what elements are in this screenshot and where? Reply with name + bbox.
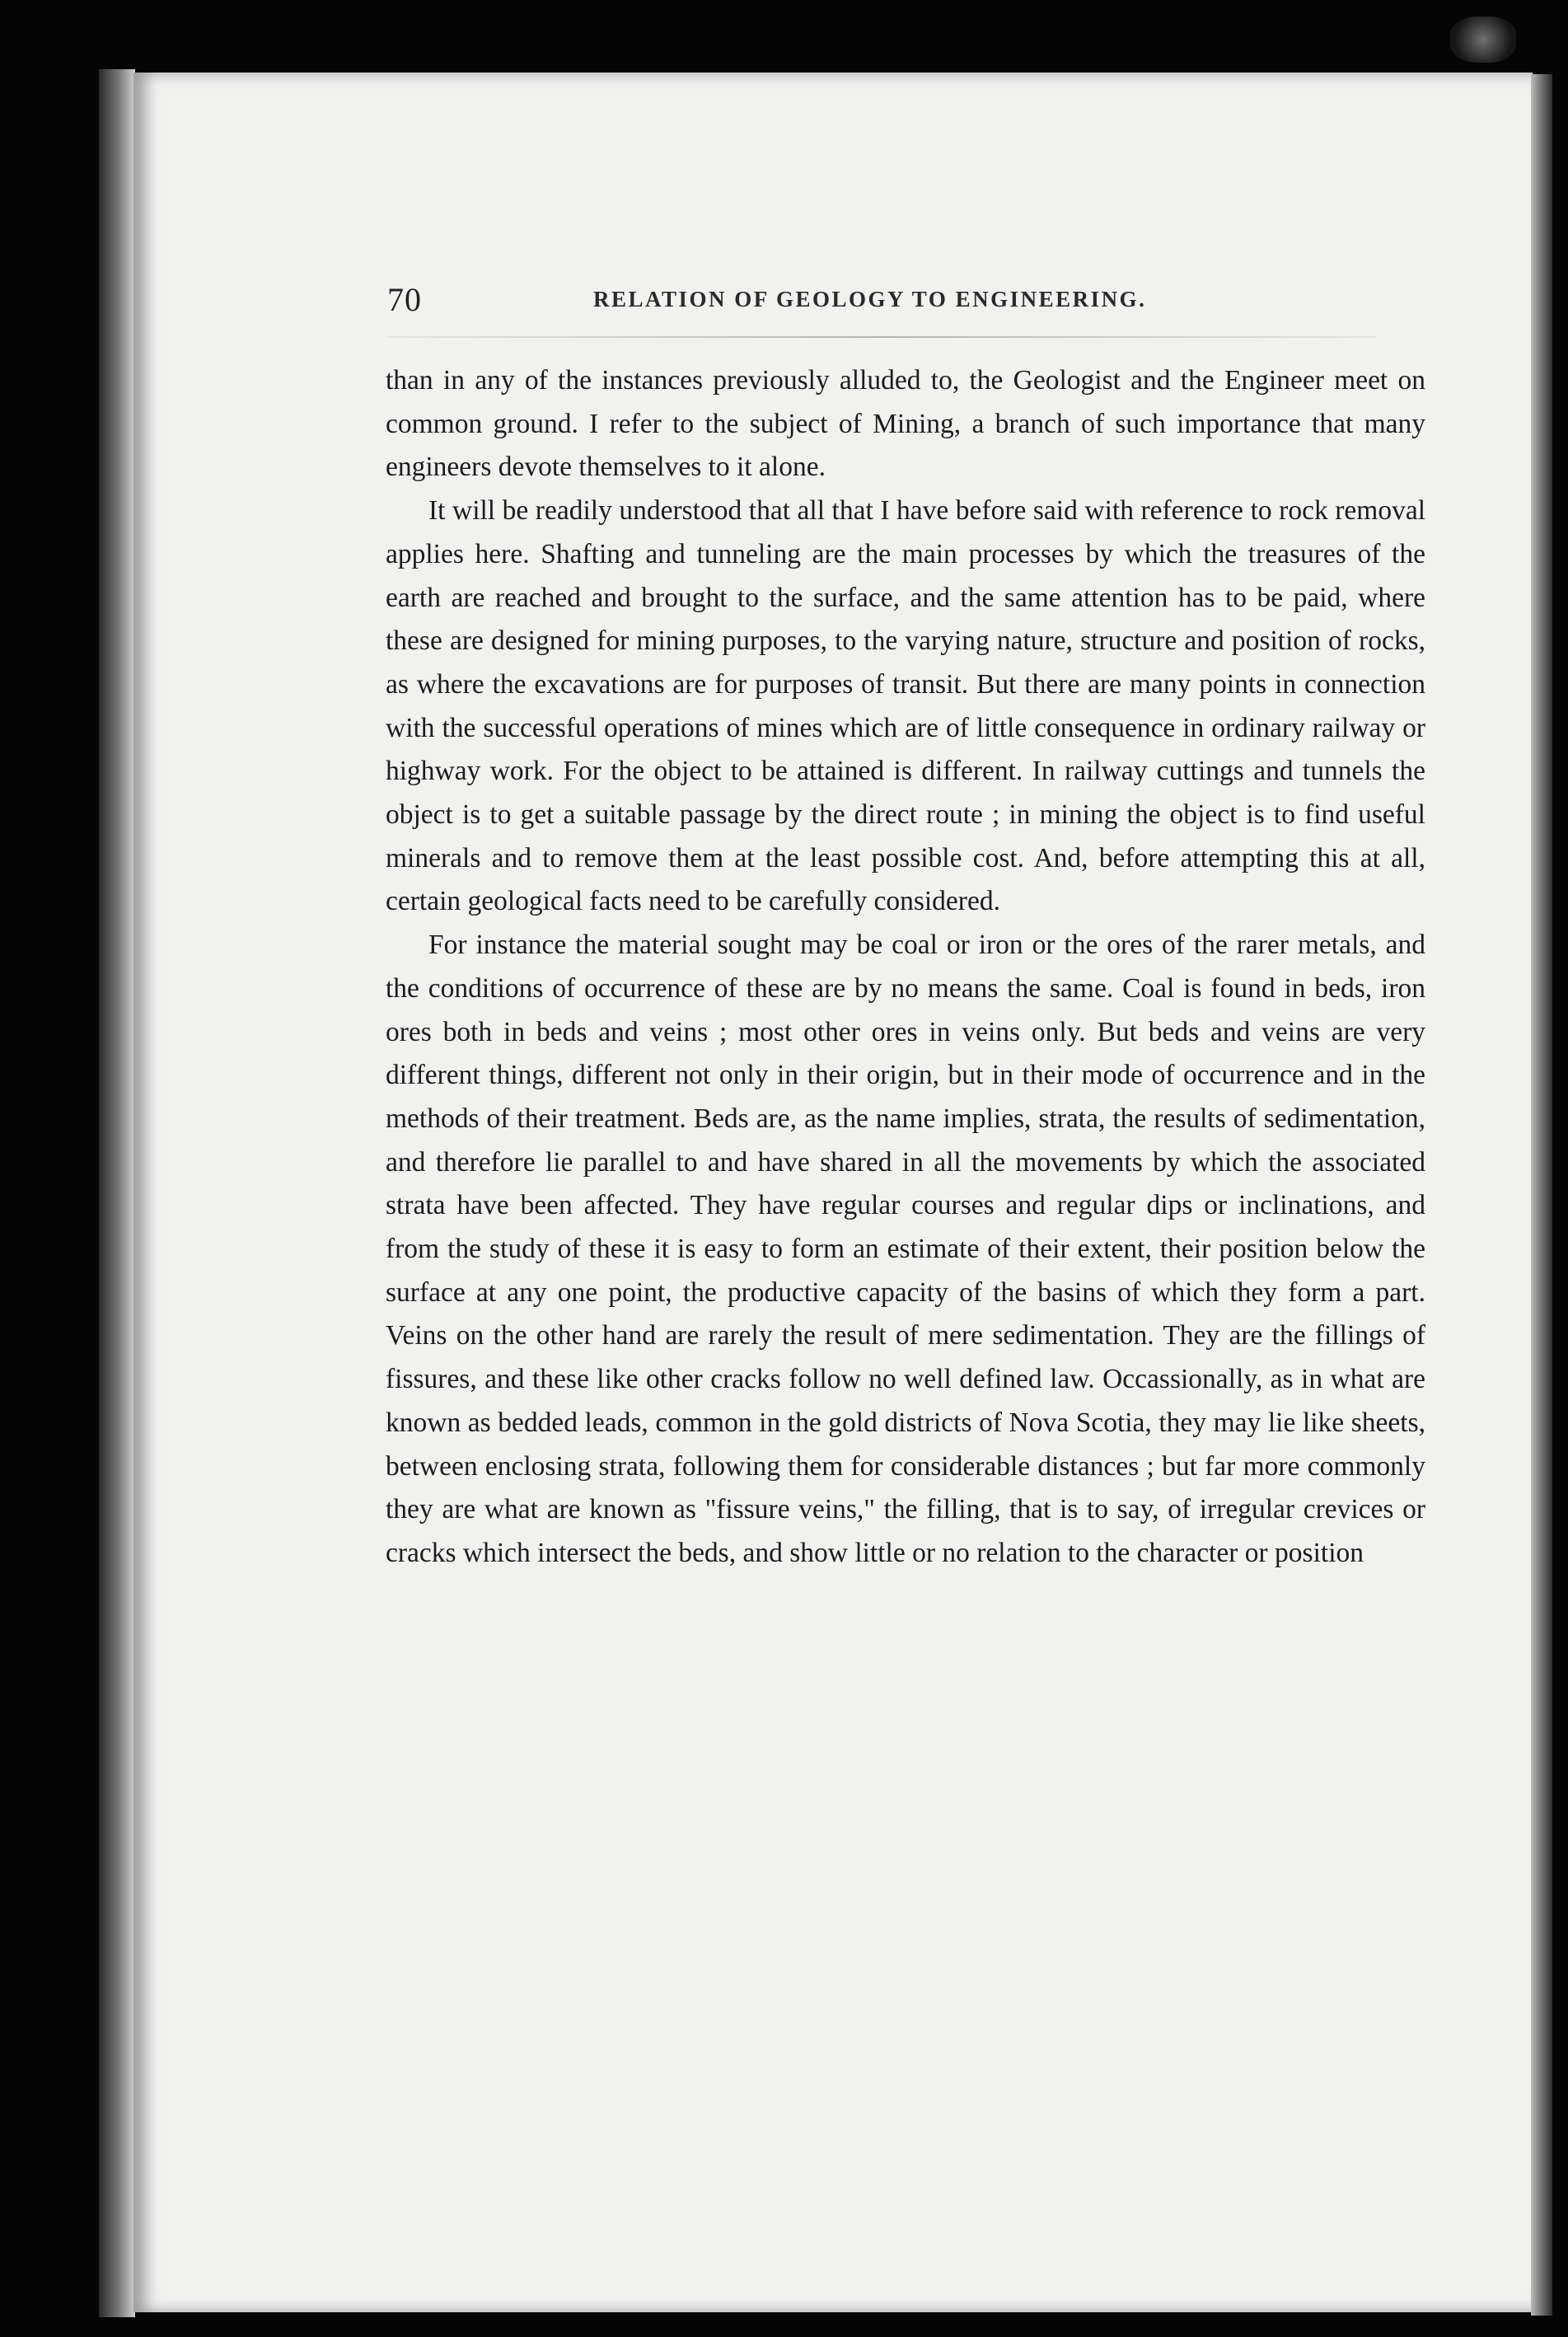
paragraph-1: than in any of the instances previously alluded to, the Geologist and the Engineer meet on common ground. I refer to the subject of Mining, a branch of such importance that many engineers devote themselves to it alone. — [386, 365, 1425, 483]
header-rule — [387, 336, 1376, 338]
paragraph-3: For instance the material sought may be coal or iron or the ores of the rarer metals, and the conditions of occurrence of these are by no means the same. Coal is found in beds, iron ores both in beds and veins ; most other ores in veins only. But beds and veins are very different things, different not only in their origin, but in their mode of occurrence and in the methods of their treatment. Beds are, as the name implies, strata, the results of sedimentation, and therefore lie parallel to and have shared in all the movements by which the associated strata have been affected. They have regular courses and regular dips or inclinations, and from the study of these it is easy to form an estimate of their extent, their position below the surface at any one point, the productive capacity of the basins of which they form a part. Veins on the other hand are rarely the result of mere sedimentation. They are the fillings of fissures, and these like other cracks follow no well defined law. Occassionally, as in what are known as bedded leads, common in the gold districts of Nova Scotia, they may lie like sheets, between enclosing strata, following them for considerable distances ; but far more commonly they are what are known as "fissure veins," the filling, that is to say, of irregular crevices or cracks which intersect the beds, and show little or no relation to the character or position — [386, 930, 1425, 1568]
body-text — [386, 359, 1425, 1576]
page-header — [387, 280, 1425, 316]
page-number: 70 — [387, 281, 422, 318]
page-left-edge — [99, 69, 135, 2317]
paragraph-2: It will be readily understood that all that I have before said with reference to rock removal applies here. Shafting and tunneling are the main processes by which the treasures of the earth are reached and brought to the surface, and the same attention has to be paid, where these are designed for mining purposes, to the varying nature, structure and position of rocks, as where the excavations are for purposes of transit. But there are many points in connection with the successful operations of mines which are of little consequence in ordinary railway or highway work. For the object to be attained is different. In railway cuttings and tunnels the object is to get a suitable passage by the direct route ; in mining the object is to find useful minerals and to remove them at the least possible cost. And, before attempting this at all, certain geological facts need to be carefully considered. — [386, 495, 1425, 917]
running-head: RELATION OF GEOLOGY TO ENGINEERING. — [593, 287, 1147, 311]
page-corner-mark — [1450, 16, 1516, 63]
page-right-edge — [1531, 74, 1552, 2316]
